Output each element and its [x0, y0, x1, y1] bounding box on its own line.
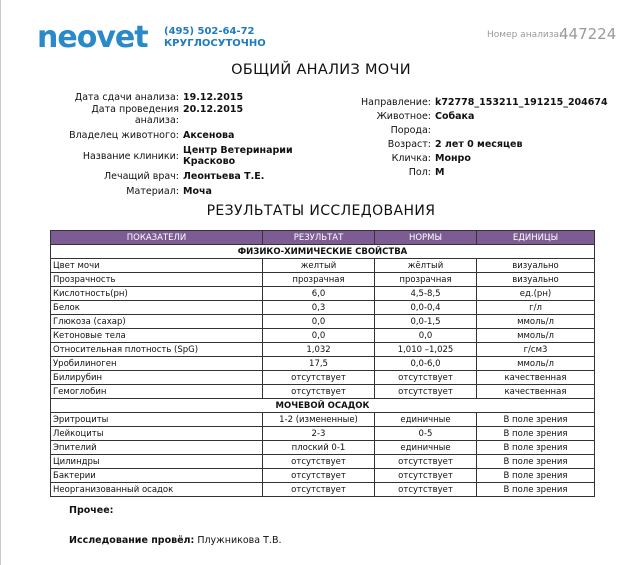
result-cell: прозрачная [263, 273, 375, 287]
table-row [51, 259, 595, 273]
unit-cell: В поле зрения [477, 441, 595, 455]
table-row [51, 427, 595, 441]
info-label: Дата сдачи анализа: [74, 92, 179, 103]
info-value: Моча [183, 186, 212, 197]
norm-cell: отсутствует [375, 385, 477, 399]
info-label: Лечащий врач: [103, 171, 179, 182]
info-row [321, 153, 611, 164]
section-heading: ФИЗИКО-ХИМИЧЕСКИЕ СВОЙСТВА [51, 245, 595, 259]
unit-cell: г/л [477, 301, 595, 315]
norm-cell: 4,5-8,5 [375, 287, 477, 301]
table-row [51, 329, 595, 343]
indicator-cell: Кислотность(рн) [51, 287, 263, 301]
info-label: Кличка: [391, 153, 431, 164]
norm-cell: отсутствует [375, 469, 477, 483]
norm-cell: отсутствует [375, 483, 477, 497]
norm-cell: единичные [375, 441, 477, 455]
norm-cell: 0,0-1,5 [375, 315, 477, 329]
clinic-phone [164, 26, 266, 50]
info-label: Материал: [126, 186, 179, 197]
column-header: ПОКАЗАТЕЛИ [51, 231, 263, 245]
result-cell: отсутствует [263, 371, 375, 385]
info-value: 19.12.2015 [183, 92, 244, 103]
info-left-block [61, 92, 311, 201]
info-row [61, 145, 311, 167]
section-heading: МОЧЕВОЙ ОСАДОК [51, 399, 595, 413]
section-row [51, 245, 595, 259]
indicator-cell: Гемоглобин [51, 385, 263, 399]
unit-cell: В поле зрения [477, 413, 595, 427]
column-header: НОРМЫ [375, 231, 477, 245]
indicator-cell: Лейкоциты [51, 427, 263, 441]
indicator-cell: Уробилиноген [51, 357, 263, 371]
indicator-cell: Эритроциты [51, 413, 263, 427]
norm-cell: 0,0 [375, 329, 477, 343]
table-row [51, 385, 595, 399]
table-row [51, 301, 595, 315]
result-cell: плоский 0-1 [263, 441, 375, 455]
info-row [321, 111, 611, 122]
unit-cell: ммоль/л [477, 357, 595, 371]
unit-cell: качественная [477, 385, 595, 399]
indicator-cell: Билирубин [51, 371, 263, 385]
info-value: Аксенова [183, 130, 235, 141]
info-row [321, 167, 611, 178]
unit-cell: В поле зрения [477, 469, 595, 483]
performed-by-line [69, 535, 281, 546]
norm-cell: отсутствует [375, 371, 477, 385]
column-header: ЕДИНИЦЫ [477, 231, 595, 245]
table-row [51, 441, 595, 455]
info-value: 2 лет 0 месяцев [435, 139, 523, 150]
unit-cell: В поле зрения [477, 427, 595, 441]
order-label: Номер анализа: [487, 30, 563, 40]
norm-cell: 1,010 –1,025 [375, 343, 477, 357]
result-cell: 0,0 [263, 315, 375, 329]
indicator-cell: Прозрачность [51, 273, 263, 287]
norm-cell: 0,0-6,0 [375, 357, 477, 371]
performed-label: Исследование провёл: [69, 535, 195, 546]
result-cell: 17,5 [263, 357, 375, 371]
result-cell: отсутствует [263, 483, 375, 497]
info-label: Направление: [361, 97, 431, 108]
info-row [61, 104, 311, 126]
info-value: 20.12.2015 [183, 104, 244, 115]
unit-cell: В поле зрения [477, 455, 595, 469]
info-label: Владелец животного: [69, 130, 179, 141]
result-cell: 0,3 [263, 301, 375, 315]
other-label: Прочее: [69, 505, 114, 516]
indicator-cell: Глюкоза (сахар) [51, 315, 263, 329]
unit-cell: г/см3 [477, 343, 595, 357]
result-cell: 2-3 [263, 427, 375, 441]
results-title: РЕЗУЛЬТАТЫ ИССЛЕДОВАНИЯ [206, 203, 436, 219]
info-row [321, 125, 611, 136]
info-value: k72778_153211_191215_204674 [435, 97, 608, 108]
indicator-cell: Бактерии [51, 469, 263, 483]
results-table [50, 230, 595, 497]
table-row [51, 315, 595, 329]
result-cell: отсутствует [263, 469, 375, 483]
norm-cell: отсутствует [375, 455, 477, 469]
table-header-row [51, 231, 595, 245]
info-value: Леонтьева Т.Е. [183, 171, 265, 182]
norm-cell: прозрачная [375, 273, 477, 287]
info-label: Дата проведения анализа: [91, 104, 179, 126]
table-body [51, 245, 595, 497]
table-row [51, 371, 595, 385]
unit-cell: визуально [477, 259, 595, 273]
info-label: Пол: [408, 167, 431, 178]
indicator-cell: Белок [51, 301, 263, 315]
document-title: ОБЩИЙ АНАЛИЗ МОЧИ [231, 62, 411, 78]
table-row [51, 343, 595, 357]
info-row [61, 171, 311, 182]
table-row [51, 273, 595, 287]
column-header: РЕЗУЛЬТАТ [263, 231, 375, 245]
table-row [51, 357, 595, 371]
table-row [51, 413, 595, 427]
info-value: М [435, 167, 445, 178]
info-value [435, 125, 611, 136]
info-row [321, 97, 611, 108]
indicator-cell: Неорганизованный осадок [51, 483, 263, 497]
table-row [51, 455, 595, 469]
info-value: Монро [435, 153, 471, 164]
info-label: Порода: [390, 125, 431, 136]
info-row [321, 139, 611, 150]
result-cell: желтый [263, 259, 375, 273]
table-row [51, 287, 595, 301]
result-cell: отсутствует [263, 455, 375, 469]
phone-number: (495) 502-64-72 [164, 26, 255, 37]
unit-cell: В поле зрения [477, 483, 595, 497]
info-right-block [321, 97, 611, 182]
order-number: 447224 [559, 25, 617, 43]
neovet-logo: neovet [37, 20, 148, 55]
info-value: Центр Ветеринарии Красково [183, 145, 293, 167]
result-cell: 1-2 (измененные) [263, 413, 375, 427]
info-value: Собака [435, 111, 475, 122]
result-cell: отсутствует [263, 385, 375, 399]
unit-cell: визуально [477, 273, 595, 287]
section-row [51, 399, 595, 413]
info-row [61, 186, 311, 197]
performed-by-name: Плужникова Т.В. [197, 535, 282, 546]
info-row [61, 92, 311, 103]
hours-label: КРУГЛОСУТОЧНО [164, 38, 266, 49]
info-label: Возраст: [387, 139, 431, 150]
table-row [51, 469, 595, 483]
info-label: Название клиники: [82, 150, 179, 162]
info-row [61, 130, 311, 141]
unit-cell: ммоль/л [477, 315, 595, 329]
norm-cell: жёлтый [375, 259, 477, 273]
norm-cell: 0,0-0,4 [375, 301, 477, 315]
norm-cell: 0-5 [375, 427, 477, 441]
indicator-cell: Цилиндры [51, 455, 263, 469]
result-cell: 0,0 [263, 329, 375, 343]
unit-cell: качественная [477, 371, 595, 385]
indicator-cell: Относительная плотность (SpG) [51, 343, 263, 357]
info-label: Животное: [376, 111, 431, 122]
result-cell: 6,0 [263, 287, 375, 301]
indicator-cell: Эпителий [51, 441, 263, 455]
result-cell: 1,032 [263, 343, 375, 357]
table-row [51, 483, 595, 497]
indicator-cell: Кетоновые тела [51, 329, 263, 343]
unit-cell: ед.(рн) [477, 287, 595, 301]
norm-cell: единичные [375, 413, 477, 427]
unit-cell: ммоль/л [477, 329, 595, 343]
indicator-cell: Цвет мочи [51, 259, 263, 273]
